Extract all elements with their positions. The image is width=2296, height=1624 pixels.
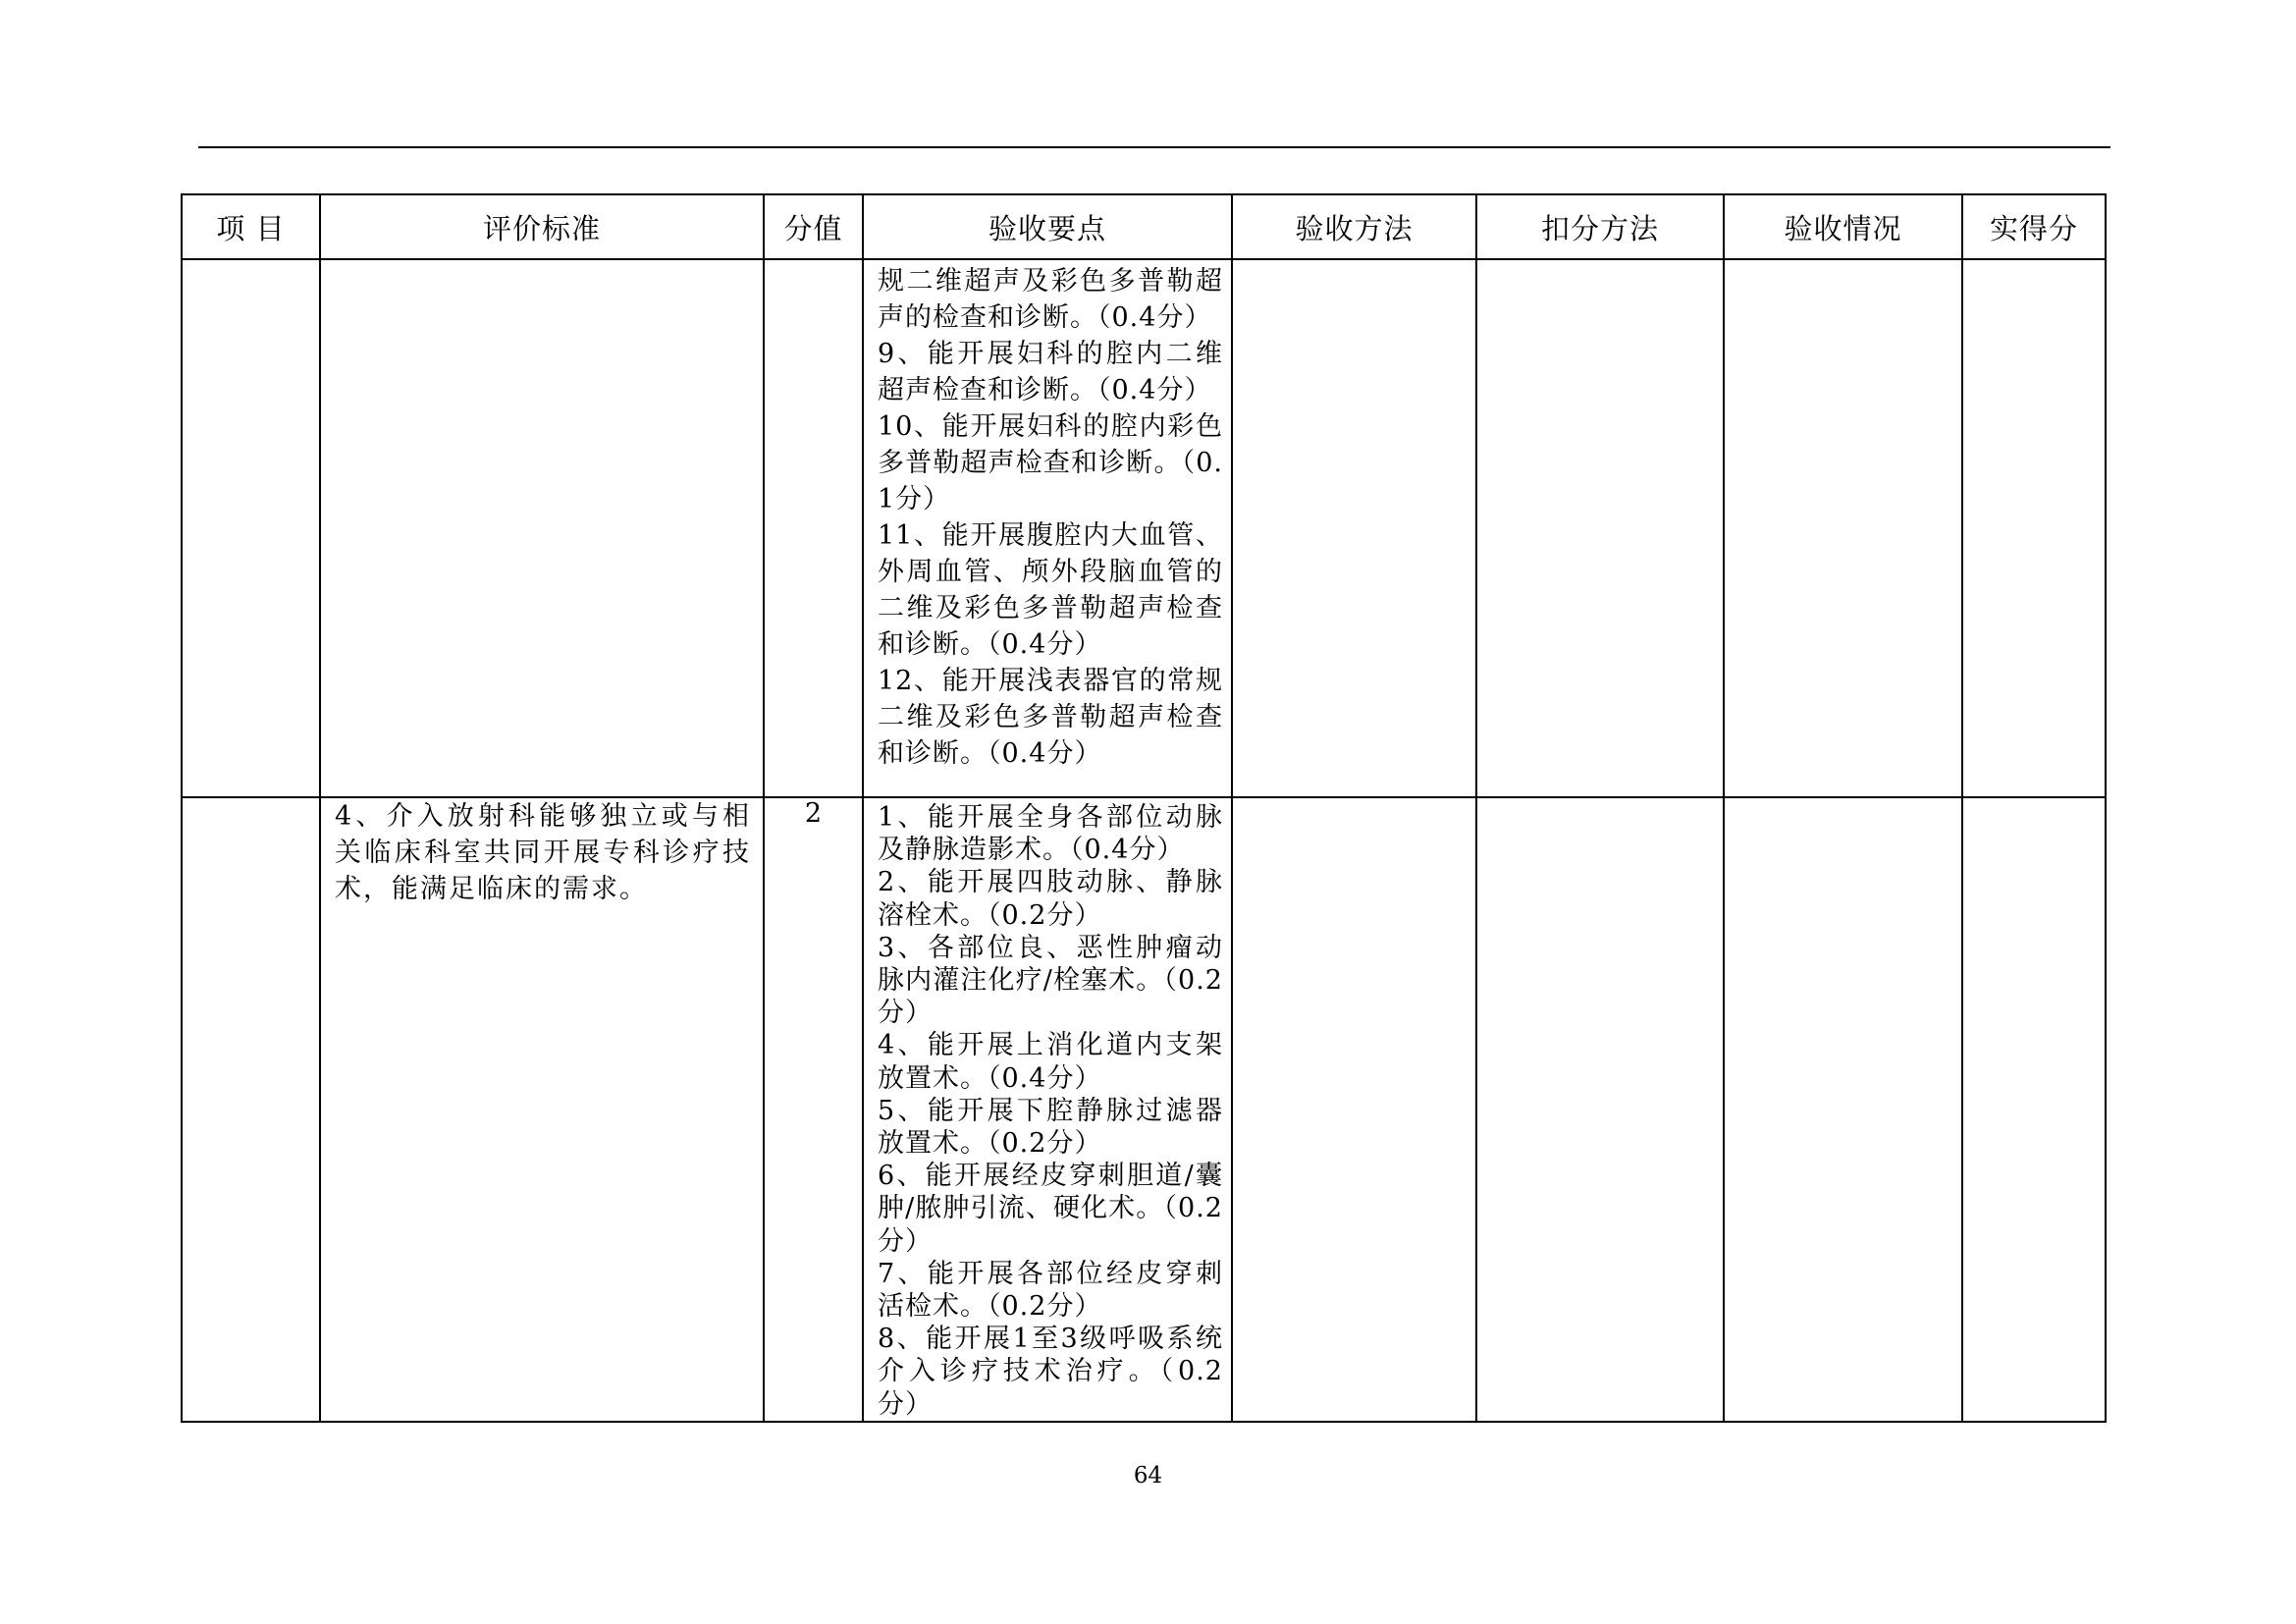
table-row (182, 259, 2106, 797)
header-actual-score: 实得分 (1962, 194, 2106, 259)
header-deduction: 扣分方法 (1476, 194, 1724, 259)
acceptance-point: 6、能开展经皮穿刺胆道/囊肿/脓肿引流、硬化术。（0.2分） (878, 1161, 1223, 1257)
acceptance-point: 4、能开展上消化道内支架放置术。（0.4分） (878, 1030, 1223, 1094)
acceptance-point: 3、各部位良、恶性肿瘤动脉内灌注化疗/栓塞术。（0.2分） (878, 932, 1223, 1029)
project-cell (182, 797, 320, 1422)
status-cell (1724, 797, 1962, 1422)
method-cell (1232, 797, 1476, 1422)
deduction-cell (1476, 259, 1724, 797)
acceptance-point: 5、能开展下腔静脉过滤器放置术。（0.2分） (878, 1095, 1223, 1160)
acceptance-point: 7、能开展各部位经皮穿刺活检术。（0.2分） (878, 1258, 1223, 1323)
header-criteria: 评价标准 (320, 194, 764, 259)
acceptance-point: 规二维超声及彩色多普勒超声的检查和诊断。（0.4分） (878, 266, 1223, 333)
header-method: 验收方法 (1232, 194, 1476, 259)
deduction-cell (1476, 797, 1724, 1422)
header-points: 验收要点 (863, 194, 1232, 259)
status-cell (1724, 259, 1962, 797)
acceptance-point: 12、能开展浅表器官的常规二维及彩色多普勒超声检查和诊断。（0.4分） (878, 666, 1223, 769)
header-rule (198, 146, 2110, 148)
criteria-cell (320, 259, 764, 797)
points-cell (863, 797, 1232, 1422)
acceptance-point: 8、能开展1至3级呼吸系统介入诊疗技术治疗。（0.2分） (878, 1324, 1223, 1420)
method-cell (1232, 259, 1476, 797)
header-status: 验收情况 (1724, 194, 1962, 259)
actual-score-cell (1962, 797, 2106, 1422)
points-cell (863, 259, 1232, 797)
acceptance-point: 2、能开展四肢动脉、静脉溶栓术。（0.2分） (878, 867, 1223, 931)
acceptance-point: 11、能开展腹腔内大血管、外周血管、颅外段脑血管的二维及彩色多普勒超声检查和诊断。（0.4分） (878, 520, 1223, 660)
table-header-row (182, 194, 2106, 259)
project-cell (182, 259, 320, 797)
acceptance-point: 9、能开展妇科的腔内二维超声检查和诊断。（0.4分） (878, 339, 1223, 406)
score-cell (764, 259, 863, 797)
criteria-cell (320, 797, 764, 1422)
score-cell: 2 (764, 797, 863, 1422)
acceptance-point: 10、能开展妇科的腔内彩色多普勒超声检查和诊断。（0.1分） (878, 411, 1223, 514)
actual-score-cell (1962, 259, 2106, 797)
header-project: 项 目 (182, 194, 320, 259)
header-score: 分值 (764, 194, 863, 259)
acceptance-table (181, 193, 2107, 1423)
page-number: 64 (1133, 1463, 1163, 1489)
acceptance-point: 1、能开展全身各部位动脉及静脉造影术。（0.4分） (878, 802, 1223, 866)
criteria-text: 4、介入放射科能够独立或与相关临床科室共同开展专科诊疗技术，能满足临床的需求。 (335, 801, 751, 904)
table-row (182, 797, 2106, 1422)
